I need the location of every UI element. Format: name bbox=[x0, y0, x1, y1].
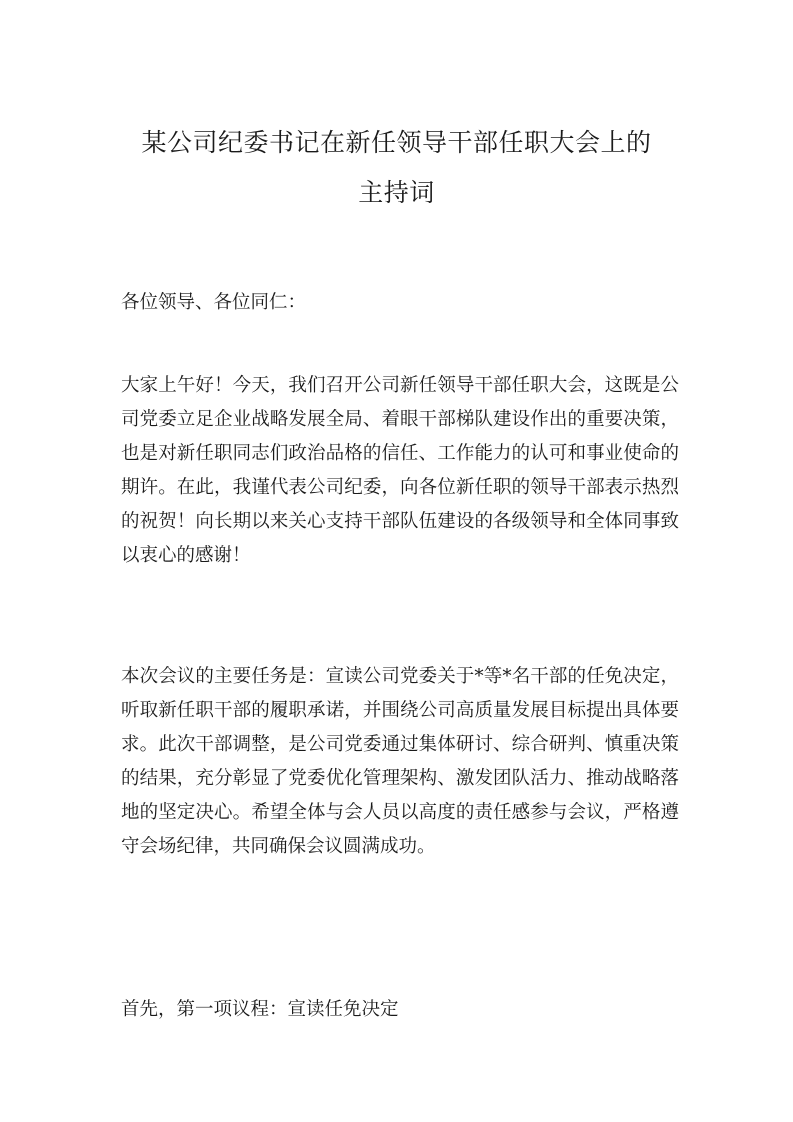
document-title-line-1: 某公司纪委书记在新任领导干部任职大会上的 bbox=[141, 128, 652, 157]
document-title-line-2: 主持词 bbox=[358, 178, 435, 207]
paragraph-meeting-tasks: 本次会议的主要任务是：宣读公司党委关于*等*名干部的任免决定，听取新任职干部的履职承诺，并围绕公司高质量发展目标提出具体要求。此次干部调整，是公司党委通过集体研讨、综合研判、慎重决策的结果，充分彰显了党委优化管理架构、激发团队活力、推动战略落地的坚定决心。希望全体与会人员以高度的责任感参与会议，严格遵守会场纪律，共同确保会议圆满成功。 bbox=[121, 666, 679, 857]
greeting: 各位领导、各位同仁： bbox=[121, 292, 307, 313]
paragraph-agenda-item-1: 首先，第一项议程：宣读任免决定 bbox=[121, 999, 399, 1020]
paragraph-opening: 大家上午好！今天，我们召开公司新任领导干部任职大会，这既是公司党委立足企业战略发展全局、着眼干部梯队建设作出的重要决策，也是对新任职同志们政治品格的信任、工作能力的认可和事业使命的期许。在此，我谨代表公司纪委，向各位新任职的领导干部表示热烈的祝贺！向长期以来关心支持干部队伍建设的各级领导和全体同事致以衷心的感谢！ bbox=[121, 375, 679, 566]
